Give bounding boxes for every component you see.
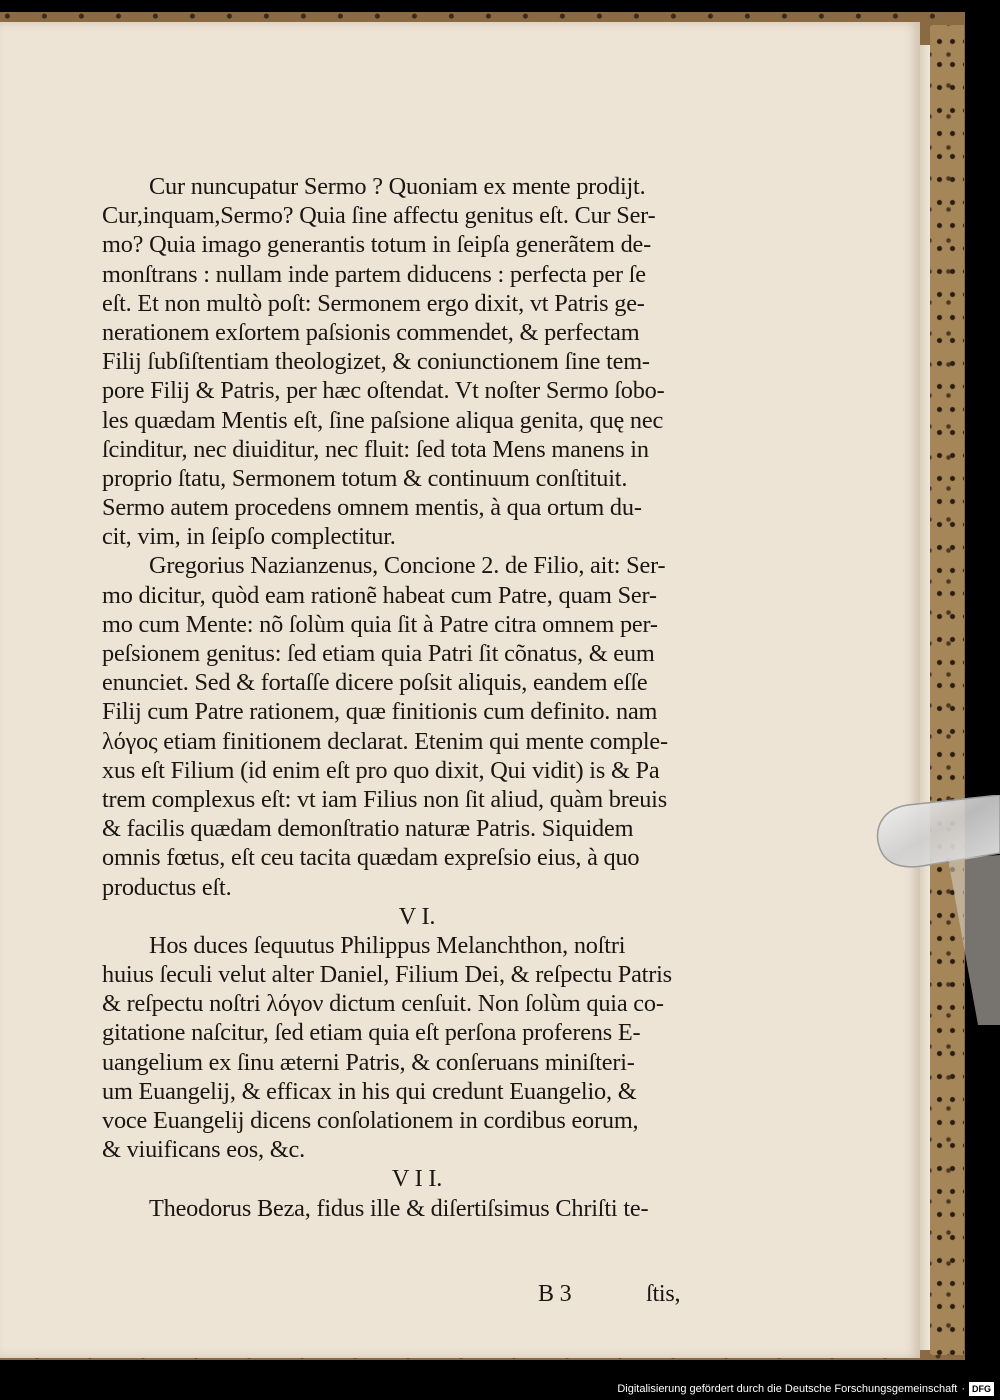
text-line: & facilis quædam demonſtratio naturæ Patris. Siquidem xyxy=(102,815,634,843)
text-line: proprio ſtatu, Sermonem totum & continuum conſtituit. xyxy=(102,464,628,492)
text-line: les quædam Mentis eſt, ſine paſsione aliqua genita, quę nec xyxy=(102,406,664,434)
page-holder-clip xyxy=(868,795,1000,1025)
text-line: cit, vim, in ſeipſo complectitur. xyxy=(102,523,396,551)
text-line: gitatione naſcitur, ſed etiam quia eſt perſona proferens E- xyxy=(102,1019,641,1047)
text-line: monſtrans : nullam inde partem diducens : perfecta per ſe xyxy=(102,260,646,288)
text-line: Theodorus Beza, fidus ille & diſertiſsimus Chriſti te- xyxy=(149,1194,649,1222)
text-line: huius ſeculi velut alter Daniel, Filium Dei, & reſpectu Patris xyxy=(102,961,672,989)
book-cover-edge xyxy=(930,25,964,1355)
digitization-credit xyxy=(617,1381,994,1397)
section-heading: V I I. xyxy=(391,1165,443,1193)
credit-separator: · xyxy=(961,1383,965,1395)
text-line: Cur,inquam,Sermo? Quia ſine affectu genitus eſt. Cur Ser- xyxy=(102,202,656,230)
signature-mark: B 3 xyxy=(538,1281,572,1307)
page-text-block xyxy=(102,172,702,1307)
text-line: omnis fœtus, eſt ceu tacita quædam expreſsio eius, à quo xyxy=(102,844,640,872)
text-line: ſcinditur, nec diuiditur, nec fluit: ſed tota Mens manens in xyxy=(102,435,649,463)
text-line: Filij ſubſiſtentiam theologizet, & coniunctionem ſine tem- xyxy=(102,348,650,376)
text-line: Hos duces ſequutus Philippus Melanchthon, noſtri xyxy=(149,931,626,959)
text-line: trem complexus eſt: vt iam Filius non ſit aliud, quàm breuis xyxy=(102,785,667,813)
book-page xyxy=(0,22,920,1358)
page-foot-line xyxy=(102,1280,702,1310)
catchword: ſtis, xyxy=(646,1281,681,1307)
text-line: pore Filij & Patris, per hæc oſtendat. Vt noſter Sermo ſobo- xyxy=(102,377,665,405)
text-line: um Euangelij, & efficax in his qui credunt Euangelio, & xyxy=(102,1077,637,1105)
text-line: uangelium ex ſinu æterni Patris, & conſeruans miniſteri- xyxy=(102,1048,635,1076)
text-line: λόγος etiam finitionem declarat. Etenim qui mente comple- xyxy=(102,727,668,755)
text-line: & viuificans eos, &c. xyxy=(102,1136,305,1164)
text-line: nerationem exſortem paſsionis commendet, & perfectam xyxy=(102,318,640,346)
text-line: Filij cum Patre rationem, quæ finitionis cum definito. nam xyxy=(102,698,658,726)
text-line: xus eſt Filium (id enim eſt pro quo dixit, Qui vidit) is & Pa xyxy=(102,756,660,784)
text-line: mo? Quia imago generantis totum in ſeipſa generãtem de- xyxy=(102,231,651,259)
text-line: & reſpectu noſtri λόγον dictum cenſuit. Non ſolùm quia co- xyxy=(102,990,664,1018)
text-line: peſsionem genitus: ſed etiam quia Patri ſit cõnatus, & eum xyxy=(102,640,655,667)
text-line: eſt. Et non multò poſt: Sermonem ergo dixit, vt Patris ge- xyxy=(102,289,645,317)
text-line: Cur nuncupatur Sermo ? Quoniam ex mente prodijt. xyxy=(149,173,646,200)
text-line: Sermo autem procedens omnem mentis, à qua ortum du- xyxy=(102,494,642,522)
text-line: Gregorius Nazianzenus, Concione 2. de Filio, ait: Ser- xyxy=(149,552,666,580)
text-line: voce Euangelij dicens conſolationem in cordibus eorum, xyxy=(102,1107,639,1134)
credit-text: Digitalisierung gefördert durch die Deutsche Forschungsgemeinschaft xyxy=(617,1383,958,1395)
text-line: productus eſt. xyxy=(102,873,232,901)
text-line: mo dicitur, quòd eam rationẽ habeat cum Patre, quam Ser- xyxy=(102,581,657,609)
text-line: mo cum Mente: nõ ſolùm quia ſit à Patre citra omnem per- xyxy=(102,610,658,638)
section-heading: V I. xyxy=(398,902,436,930)
dfg-logo-icon: DFG xyxy=(969,1382,994,1396)
text-line: enunciet. Sed & fortaſſe dicere poſsit aliquis, eandem eſſe xyxy=(102,669,648,697)
